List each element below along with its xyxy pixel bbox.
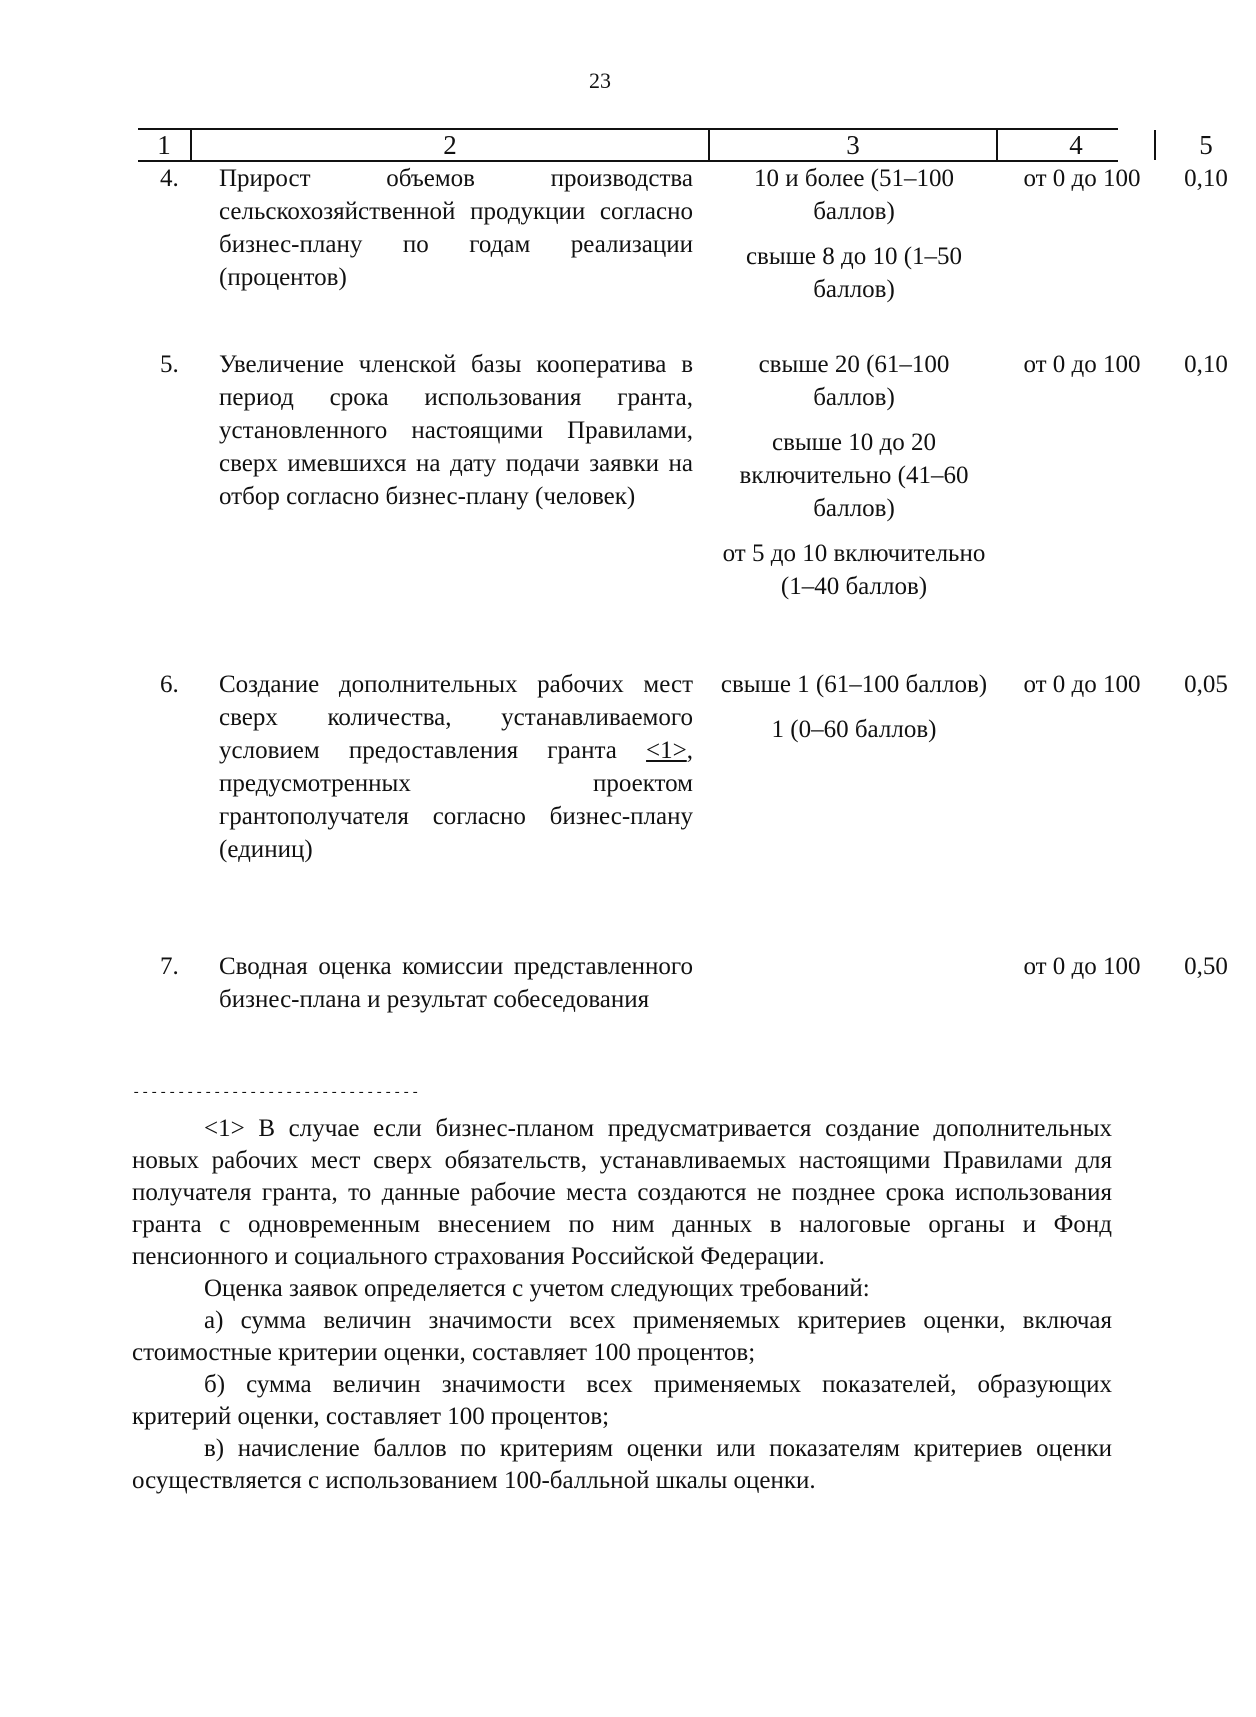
criterion-name	[219, 668, 693, 866]
row-number: 5.	[160, 351, 179, 378]
row-number: 7.	[160, 953, 179, 980]
criterion-weight: 0,50	[1184, 953, 1228, 980]
criterion-weight: 0,10	[1184, 165, 1228, 192]
score-value: свыше 1 (61–100 баллов)	[720, 671, 988, 698]
table-row	[138, 950, 1228, 1090]
header-col-2: 2	[443, 130, 457, 160]
table-row	[138, 668, 1228, 950]
footnote-reference-link[interactable]: <1>	[646, 737, 687, 764]
table-row	[138, 348, 1228, 668]
criterion-name: Увеличение членской базы кооператива в период срока использования гранта, установленного настоящими Правилами, сверх имевшихся на дату подачи заявки на отбор согласно бизнес-плану (человек)	[219, 351, 693, 510]
score-value: 10 и более (51–100 баллов)	[753, 165, 954, 225]
row-number: 4.	[160, 165, 179, 192]
score-values	[718, 348, 990, 615]
criterion-name: Прирост объемов производства сельскохозяйственной продукции согласно бизнес-плану по годам реализации (процентов)	[219, 165, 693, 291]
page-number: 23	[589, 68, 611, 93]
score-range: от 0 до 100	[1023, 165, 1141, 192]
score-value: свыше 20 (61–100 баллов)	[758, 351, 950, 411]
score-value: 1 (0–60 баллов)	[771, 716, 937, 743]
score-range: от 0 до 100	[1023, 953, 1141, 980]
paragraph: Оценка заявок определяется с учетом следующих требований:	[204, 1275, 870, 1302]
score-range: от 0 до 100	[1023, 351, 1141, 378]
footnote-separator: --------------------------------	[132, 1085, 421, 1101]
criterion-weight: 0,10	[1184, 351, 1228, 378]
paragraph: а) сумма величин значимости всех применяемых критериев оценки, включая стоимостные критерии оценки, составляет 100 процентов;	[132, 1307, 1112, 1366]
row-number: 6.	[160, 671, 179, 698]
criteria-table	[138, 162, 1228, 1090]
paragraph: в) начисление баллов по критериям оценки или показателям критериев оценки осуществляется с использованием 100-балльной шкалы оценки.	[132, 1435, 1112, 1494]
header-col-5: 5	[1199, 130, 1213, 160]
header-col-4: 4	[1069, 130, 1083, 160]
score-values	[718, 162, 990, 318]
score-value: от 5 до 10 включительно (1–40 баллов)	[722, 540, 986, 600]
score-range: от 0 до 100	[1023, 671, 1141, 698]
footnote-text: <1> В случае если бизнес-планом предусматривается создание дополнительных новых рабочих мест сверх обязательств, устанавливаемых настоящими Правилами для получателя гранта, то данные рабочие места создаются не позднее срока использования гранта с одновременным внесением по ним данных в налоговые органы и Фонд пенсионного и социального страхования Российской Федерации.	[132, 1115, 1112, 1270]
table-header	[138, 128, 1213, 162]
score-values	[718, 668, 990, 758]
header-col-1: 1	[157, 130, 171, 160]
paragraph: б) сумма величин значимости всех применяемых показателей, образующих критерий оценки, составляет 100 процентов;	[132, 1371, 1112, 1430]
criterion-weight: 0,05	[1184, 671, 1228, 698]
score-value: свыше 8 до 10 (1–50 баллов)	[745, 243, 963, 303]
score-value: свыше 10 до 20 включительно (41–60 баллов)	[739, 429, 969, 522]
table-row	[138, 162, 1228, 348]
header-col-3: 3	[846, 130, 860, 160]
notes-block	[132, 1113, 1112, 1497]
criterion-name-text: , предусмотренных проектом грантополучателя согласно бизнес-плану (единиц)	[219, 737, 693, 863]
criterion-name-text: Создание дополнительных рабочих мест сверх количества, устанавливаемого условием предоставления гранта	[219, 671, 693, 764]
criterion-name: Сводная оценка комиссии представленного бизнес-плана и результат собеседования	[219, 953, 693, 1013]
